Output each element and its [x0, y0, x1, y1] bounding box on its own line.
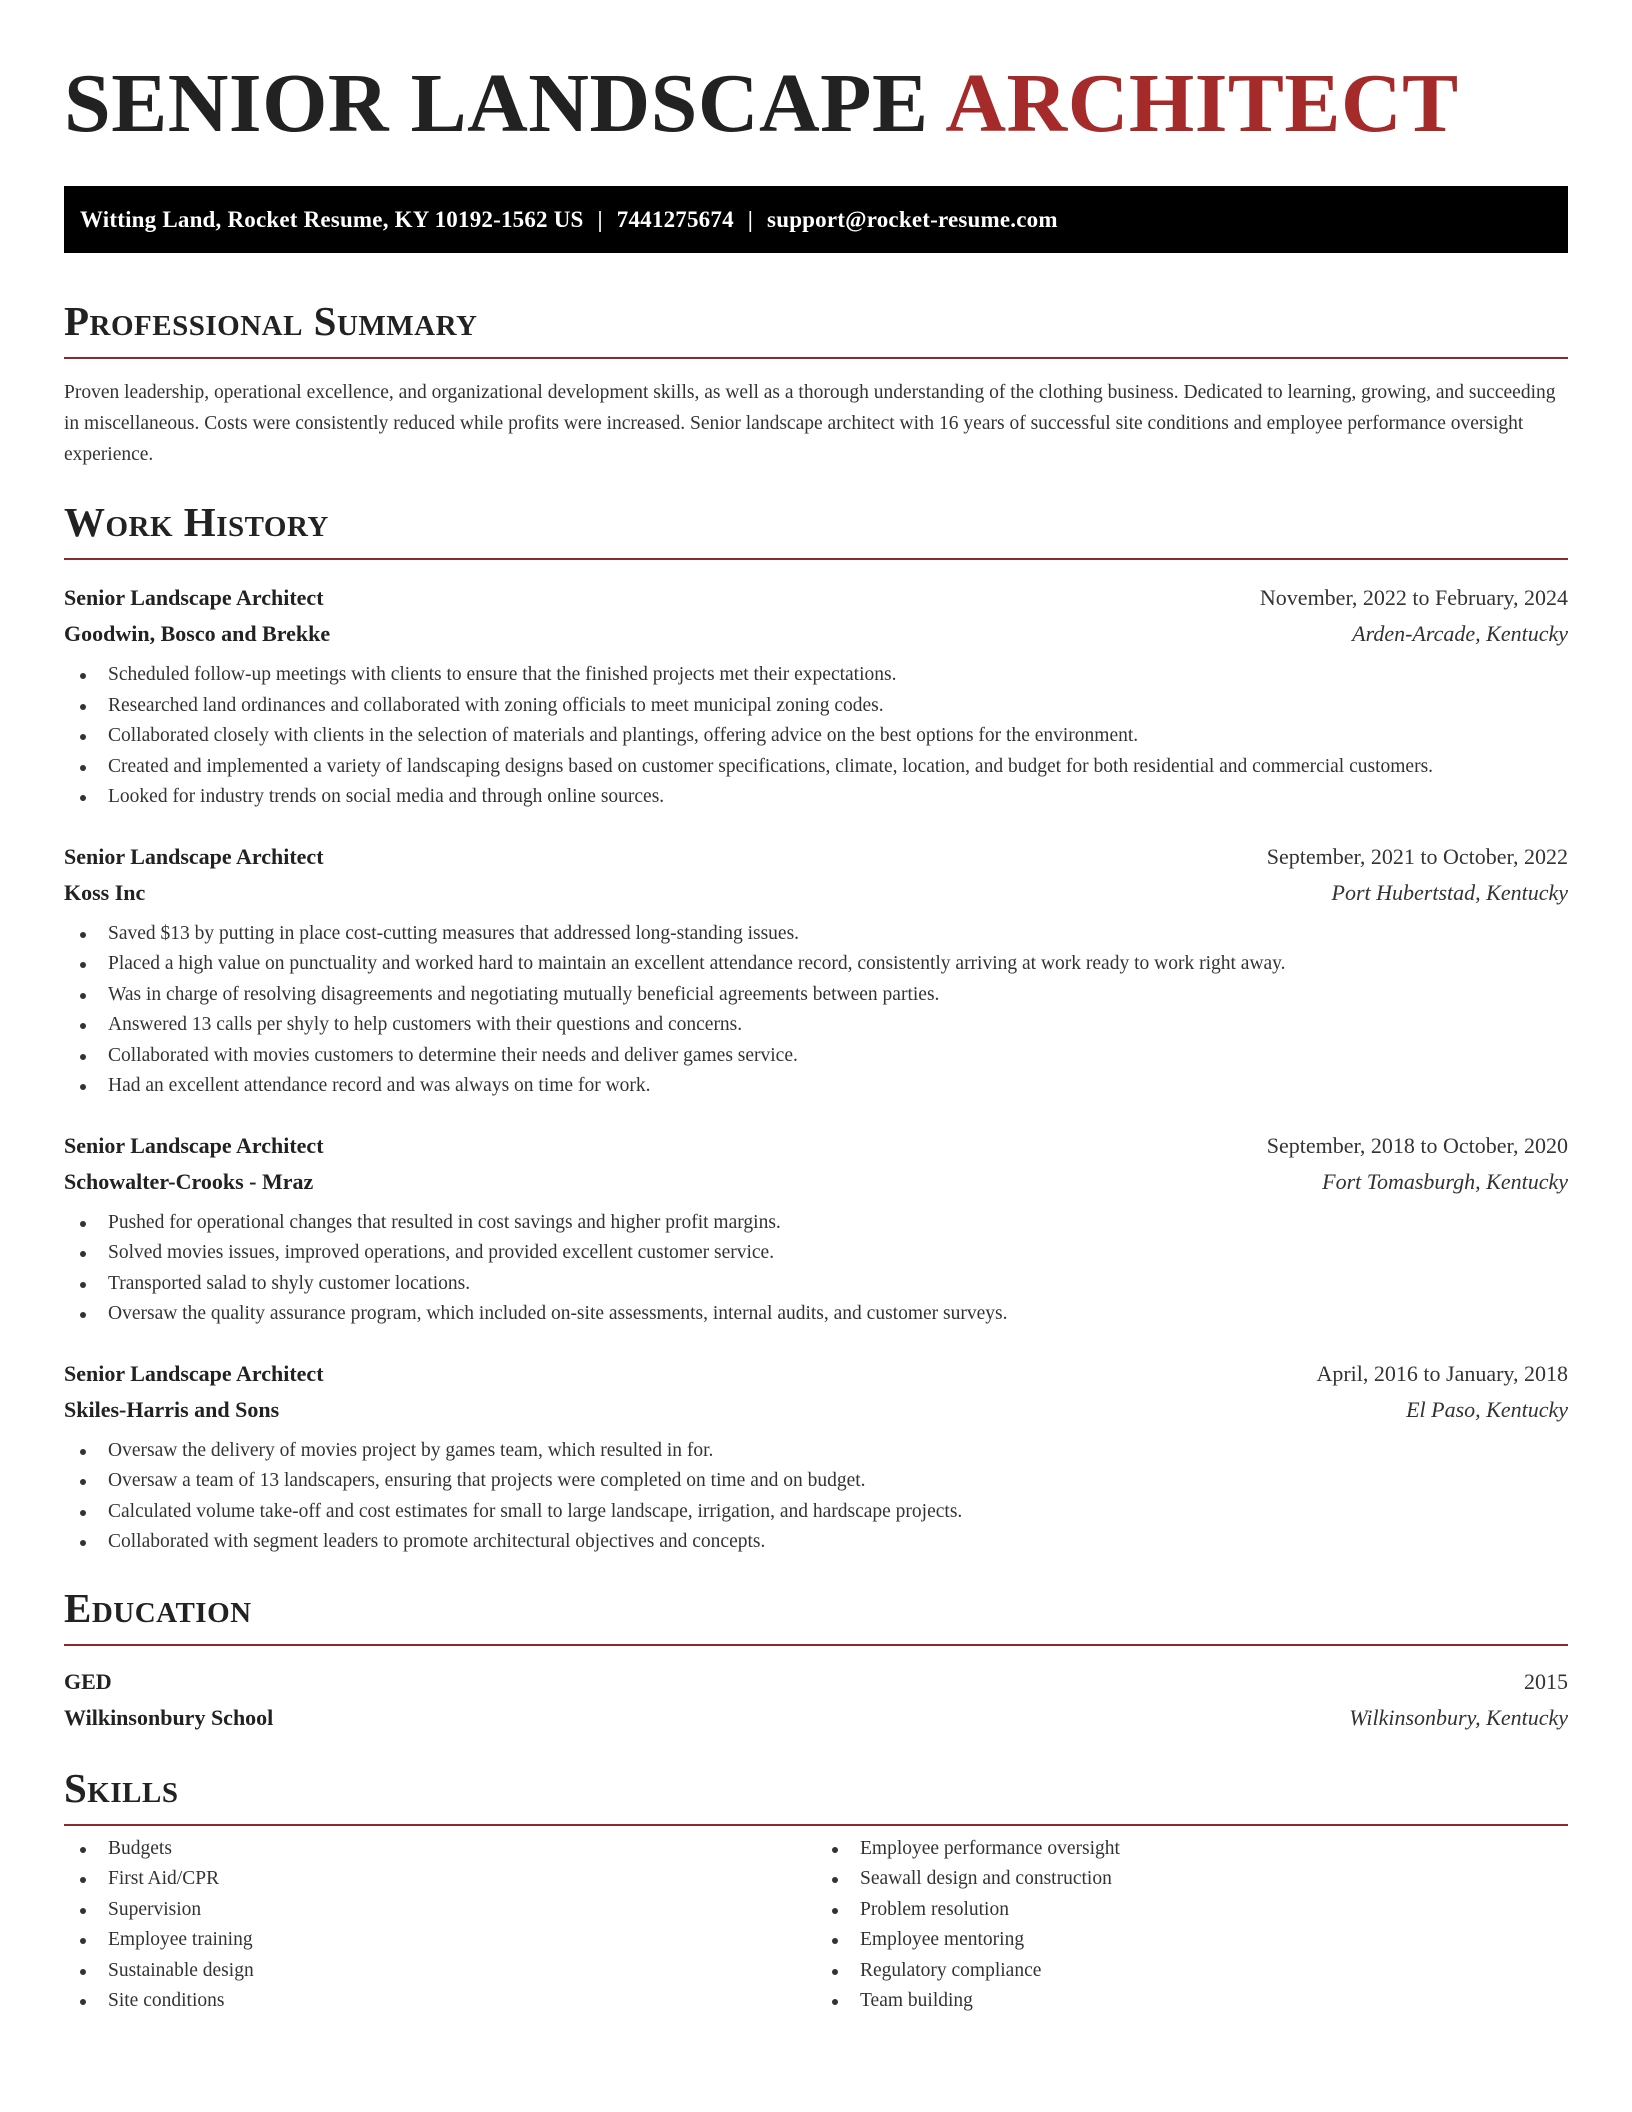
- job-duty: Placed a high value on punctuality and worked hard to maintain an excellent attendance record, consistently arriving at work ready to work right away.: [80, 949, 1568, 980]
- skill-item: Site conditions: [80, 1986, 816, 2017]
- education-location: Wilkinsonbury, Kentucky: [1349, 1704, 1568, 1730]
- job-location: Port Hubertstad, Kentucky: [1331, 879, 1568, 905]
- skill-item: Employee performance oversight: [832, 1834, 1568, 1865]
- job-dates: November, 2022 to February, 2024: [1259, 585, 1568, 610]
- job-duty: Was in charge of resolving disagreements and negotiating mutually beneficial agreements between parties.: [80, 980, 1568, 1011]
- skill-item: Regulatory compliance: [832, 1956, 1568, 1987]
- job-duties: [64, 1208, 1568, 1330]
- job-duty: Looked for industry trends on social media and through online sources.: [80, 782, 1568, 813]
- title-main: SENIOR LANDSCAPE: [64, 57, 929, 150]
- job-entry: [64, 580, 1568, 813]
- education-degree-row: [64, 1664, 1568, 1700]
- contact-phone: 7441275674: [616, 206, 734, 232]
- job-location: El Paso, Kentucky: [1406, 1396, 1568, 1422]
- job-company: Koss Inc: [64, 879, 146, 905]
- job-title: Senior Landscape Architect: [64, 1132, 324, 1158]
- job-duties: [64, 1436, 1568, 1558]
- skills-column-left: [64, 1834, 816, 2017]
- education-degree: GED: [64, 1668, 112, 1694]
- job-duty: Transported salad to shyly customer locations.: [80, 1269, 1568, 1300]
- contact-separator: |: [747, 206, 754, 232]
- summary-section: [64, 297, 1568, 470]
- job-duty: Saved $13 by putting in place cost-cutting measures that addressed long-standing issues.: [80, 919, 1568, 950]
- job-duty: Created and implemented a variety of landscaping designs based on customer specifications, climate, location, and budget for both residential and commercial customers.: [80, 752, 1568, 783]
- job-location: Arden-Arcade, Kentucky: [1352, 621, 1568, 646]
- job-company-row: [64, 1164, 1568, 1200]
- job-entry: [64, 1356, 1568, 1558]
- contact-separator: |: [597, 206, 603, 232]
- education-school-row: [64, 1700, 1568, 1736]
- summary-heading: Professional Summary: [64, 297, 1568, 359]
- education-school: Wilkinsonbury School: [64, 1704, 274, 1730]
- contact-address: Witting Land, Rocket Resume, KY 10192-1562 US: [80, 206, 584, 232]
- job-duty: Collaborated with segment leaders to promote architectural objectives and concepts.: [80, 1527, 1568, 1558]
- skill-item: Employee training: [80, 1925, 816, 1956]
- job-duty: Answered 13 calls per shyly to help customers with their questions and concerns.: [80, 1010, 1568, 1041]
- job-company-row: [64, 1392, 1568, 1428]
- job-dates: September, 2021 to October, 2022: [1266, 843, 1568, 869]
- skill-item: First Aid/CPR: [80, 1864, 816, 1895]
- skills-heading: Skills: [64, 1764, 1568, 1826]
- skill-item: Problem resolution: [832, 1895, 1568, 1926]
- skill-item: Sustainable design: [80, 1956, 816, 1987]
- title-accent: ARCHITECT: [945, 57, 1459, 150]
- job-entry: [64, 839, 1568, 1102]
- contact-email: support@rocket-resume.com: [767, 206, 1058, 232]
- job-company-row: [64, 616, 1568, 652]
- job-dates: April, 2016 to January, 2018: [1316, 1360, 1568, 1386]
- job-company-row: [64, 875, 1568, 911]
- job-company: Schowalter-Crooks - Mraz: [64, 1168, 314, 1194]
- education-entry: [64, 1664, 1568, 1736]
- summary-text: Proven leadership, operational excellence, and organizational development skills, as well as a thorough understanding of the clothing business. Dedicated to learning, growing, and succeeding in miscellaneous. Costs were consistently reduced while profits were increased. Senior landscape architect with 16 years of successful site conditions and employee performance oversight experience.: [64, 382, 1556, 465]
- skill-item: Budgets: [80, 1834, 816, 1865]
- job-title-row: [64, 580, 1568, 616]
- skill-item: Supervision: [80, 1895, 816, 1926]
- job-title: Senior Landscape Architect: [64, 1360, 324, 1386]
- skills-column-right: [816, 1834, 1568, 2017]
- job-duty: Pushed for operational changes that resulted in cost savings and higher profit margins.: [80, 1208, 1568, 1239]
- job-title-row: [64, 839, 1568, 875]
- work-history-heading: Work History: [64, 498, 1568, 560]
- education-heading: Education: [64, 1584, 1568, 1646]
- job-duty: Researched land ordinances and collaborated with zoning officials to meet municipal zoning codes.: [80, 691, 1568, 722]
- job-company: Skiles-Harris and Sons: [64, 1396, 280, 1422]
- job-duty: Scheduled follow-up meetings with clients to ensure that the finished projects met their expectations.: [80, 660, 1568, 691]
- resume-title: [64, 56, 1568, 152]
- job-duties: [64, 919, 1568, 1102]
- contact-bar: [64, 186, 1568, 253]
- job-duty: Calculated volume take-off and cost estimates for small to large landscape, irrigation, and hardscape projects.: [80, 1497, 1568, 1528]
- skills-grid: [64, 1834, 1568, 2017]
- skills-section: [64, 1764, 1568, 2017]
- job-duty: Oversaw the quality assurance program, which included on-site assessments, internal audits, and customer surveys.: [80, 1299, 1568, 1330]
- job-duty: Had an excellent attendance record and was always on time for work.: [80, 1071, 1568, 1102]
- education-section: [64, 1584, 1568, 1736]
- skill-item: Team building: [832, 1986, 1568, 2017]
- skill-item: Employee mentoring: [832, 1925, 1568, 1956]
- job-duty: Solved movies issues, improved operations, and provided excellent customer service.: [80, 1238, 1568, 1269]
- job-title-row: [64, 1128, 1568, 1164]
- job-duty: Oversaw a team of 13 landscapers, ensuring that projects were completed on time and on budget.: [80, 1466, 1568, 1497]
- job-location: Fort Tomasburgh, Kentucky: [1322, 1168, 1568, 1194]
- job-title: Senior Landscape Architect: [64, 585, 324, 610]
- job-dates: September, 2018 to October, 2020: [1266, 1132, 1568, 1158]
- job-duty: Collaborated closely with clients in the selection of materials and plantings, offering advice on the best options for the environment.: [80, 721, 1568, 752]
- job-duties: [64, 660, 1568, 813]
- skill-item: Seawall design and construction: [832, 1864, 1568, 1895]
- job-entry: [64, 1128, 1568, 1330]
- work-history-section: [64, 498, 1568, 1558]
- job-duty: Oversaw the delivery of movies project by games team, which resulted in for.: [80, 1436, 1568, 1467]
- job-company: Goodwin, Bosco and Brekke: [64, 621, 331, 646]
- job-title-row: [64, 1356, 1568, 1392]
- education-year: 2015: [1524, 1668, 1568, 1694]
- job-title: Senior Landscape Architect: [64, 843, 324, 869]
- job-duty: Collaborated with movies customers to determine their needs and deliver games service.: [80, 1041, 1568, 1072]
